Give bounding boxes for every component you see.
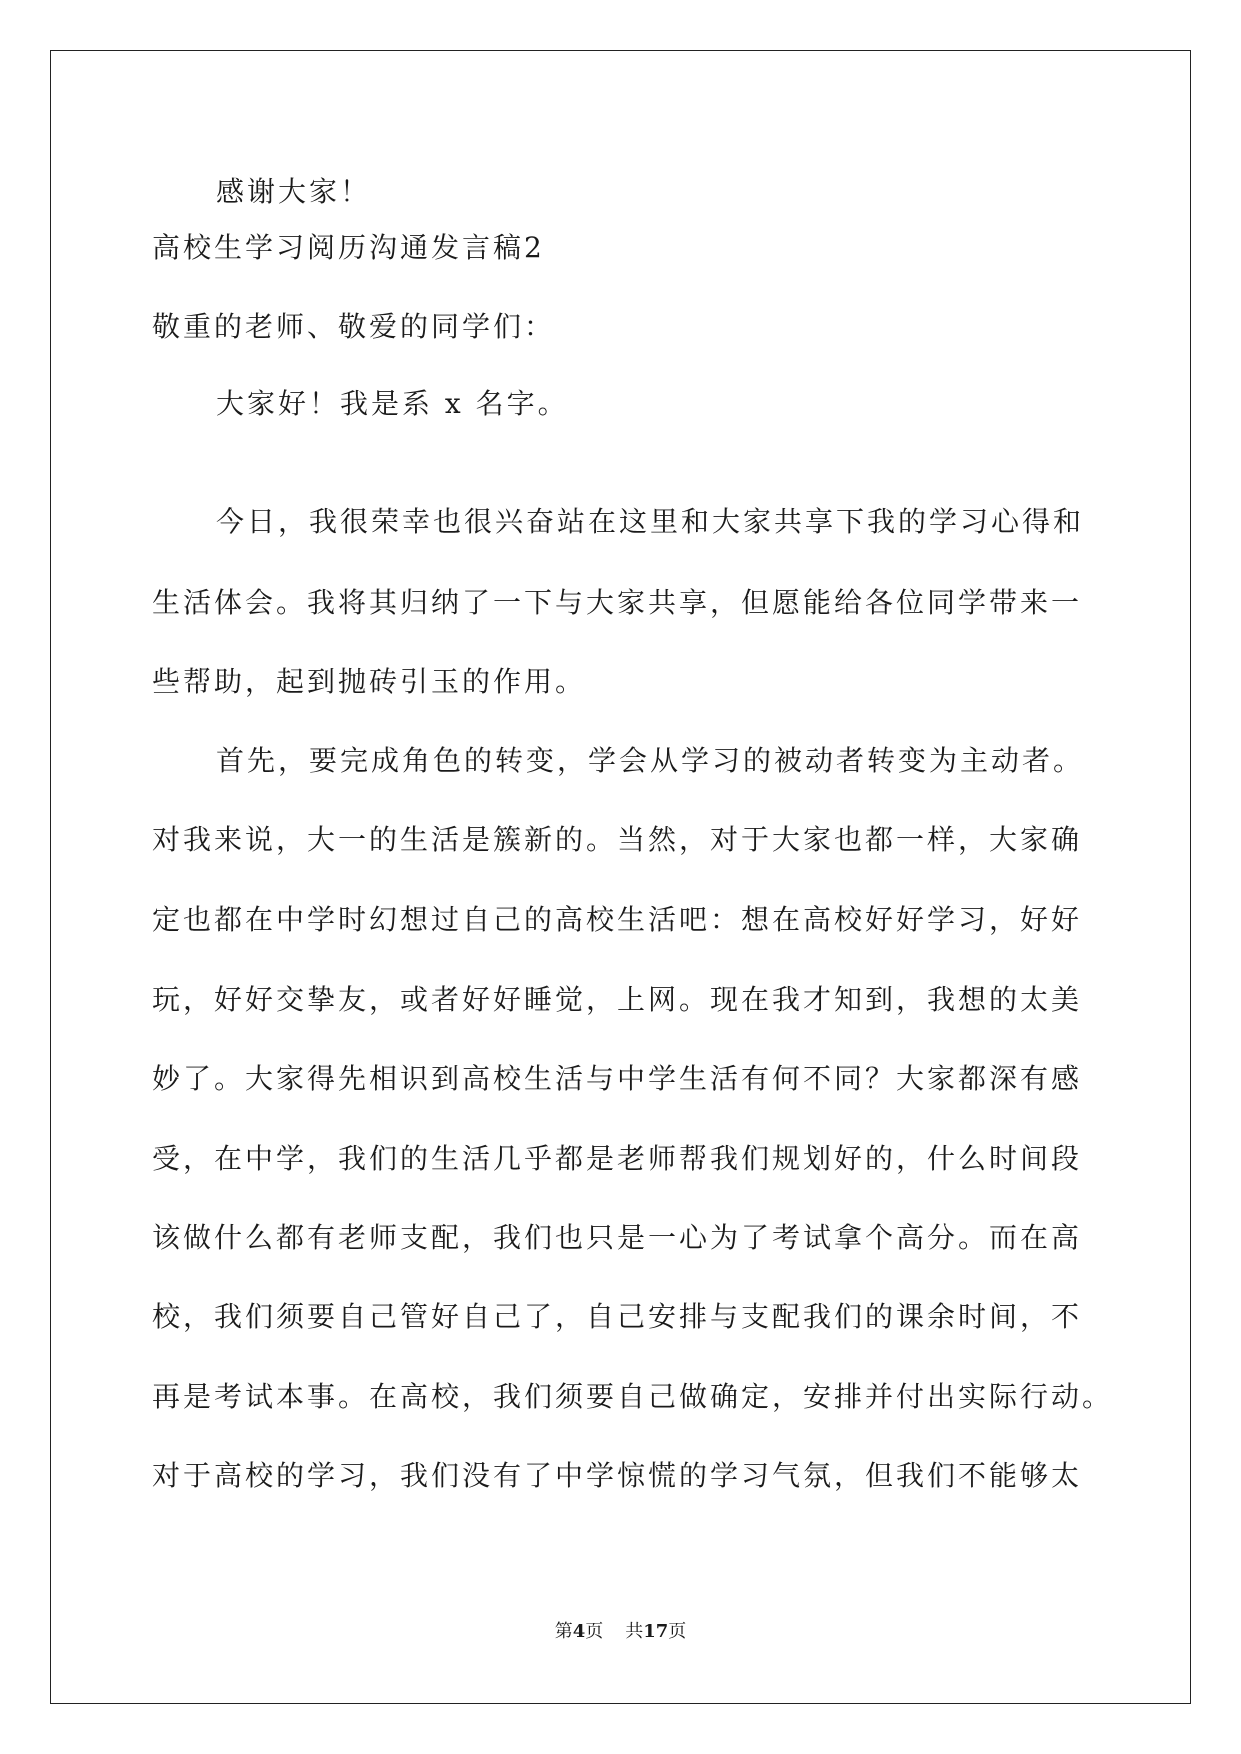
total-prefix: 共 [625, 1621, 644, 1642]
paragraph-line: 校，我们须要自己管好自己了，自己安排与支配我们的课余时间，不 [152, 1300, 1083, 1333]
paragraph-line: 再是考试本事。在高校，我们须要自己做确定，安排并付出实际行动。 [152, 1380, 1114, 1413]
paragraph-line: 些帮助，起到抛砖引玉的作用。 [152, 665, 587, 698]
paragraph-line: 对我来说，大一的生活是簇新的。当然，对于大家也都一样，大家确 [152, 823, 1083, 856]
paragraph-line: 定也都在中学时幻想过自己的高校生活吧：想在高校好好学习，好好 [152, 903, 1083, 936]
paragraph-line: 今日，我很荣幸也很兴奋站在这里和大家共享下我的学习心得和 [216, 505, 1085, 538]
paragraph-line: 该做什么都有老师支配，我们也只是一心为了考试拿个高分。而在高 [152, 1221, 1083, 1254]
paragraph-line: 受，在中学，我们的生活几乎都是老师帮我们规划好的，什么时间段 [152, 1142, 1083, 1175]
current-page-number: 4 [572, 1621, 586, 1642]
section-title: 高校生学习阅历沟通发言稿2 [152, 231, 545, 264]
page-suffix: 页 [585, 1621, 604, 1642]
page-prefix: 第 [554, 1621, 573, 1642]
paragraph-line: 生活体会。我将其归纳了一下与大家共享，但愿能给各位同学带来一 [152, 586, 1083, 619]
paragraph-line: 妙了。大家得先相识到高校生活与中学生活有何不同？大家都深有感 [152, 1062, 1083, 1095]
salutation: 敬重的老师、敬爱的同学们： [152, 310, 556, 343]
page-footer [0, 1620, 1241, 1644]
greeting: 大家好！我是系 x 名字。 [216, 387, 569, 420]
total-suffix: 页 [668, 1621, 687, 1642]
paragraph-line: 玩，好好交挚友，或者好好睡觉，上网。现在我才知到，我想的太美 [152, 983, 1083, 1016]
total-page-count: 17 [643, 1621, 669, 1642]
paragraph-line: 首先，要完成角色的转变，学会从学习的被动者转变为主动者。 [216, 744, 1085, 777]
closing-thanks: 感谢大家！ [216, 175, 372, 208]
paragraph-line: 对于高校的学习，我们没有了中学惊慌的学习气氛，但我们不能够太 [152, 1459, 1083, 1492]
